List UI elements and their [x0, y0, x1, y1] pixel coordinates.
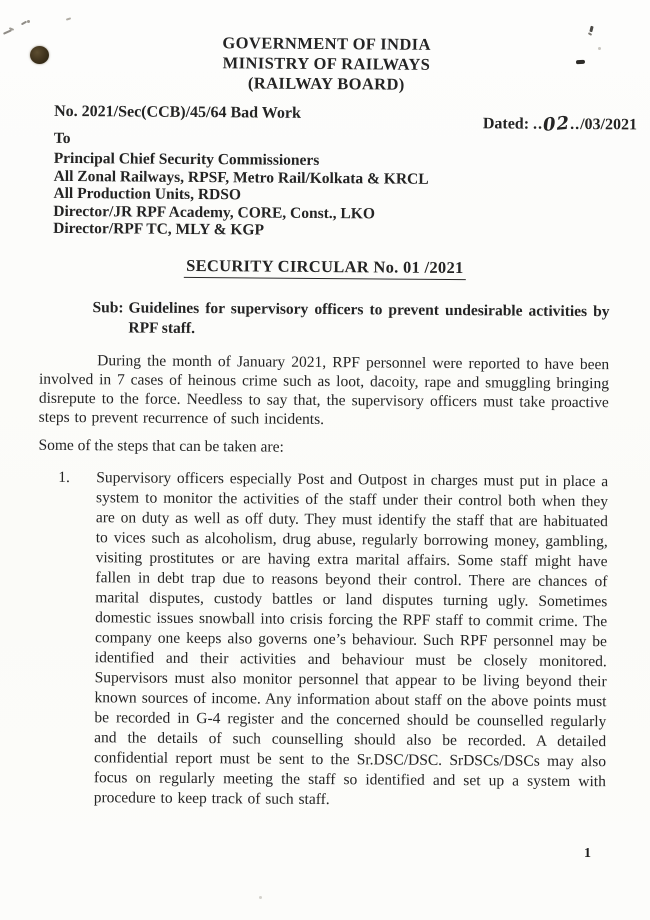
header-board-line: (RAILWAY BOARD) — [247, 73, 405, 94]
page-number: 1 — [584, 846, 591, 861]
circular-title: SECURITY CIRCULAR No. 01 /2021 — [184, 255, 466, 279]
ink-speck — [259, 896, 262, 899]
circular-title-row — [40, 254, 610, 280]
subject-line — [92, 298, 609, 342]
dated-line — [483, 112, 637, 134]
steps-intro: Some of the steps that can be taken are: — [38, 436, 284, 456]
recipient-line: Director/JR RPF Academy, CORE, Const., LKO — [53, 202, 376, 222]
dated-rest: /03/2021 — [580, 116, 638, 134]
recipient-line: Principal Chief Security Commissioners — [53, 149, 320, 169]
recipient-line: All Production Units, RDSO — [53, 184, 242, 204]
dated-label: Dated: — [482, 115, 530, 133]
list-item-1 — [36, 467, 609, 811]
handwritten-date-day: 02 — [542, 112, 571, 136]
to-label: To — [53, 129, 71, 148]
subject-label: Sub: — [92, 298, 124, 316]
recipient-list — [53, 150, 611, 242]
header-government-line: GOVERNMENT OF INDIA — [222, 33, 431, 54]
reference-row — [41, 102, 638, 136]
dated-dots: .. — [570, 115, 581, 134]
recipient-line: Director/RPF TC, MLY & KGP — [53, 219, 265, 239]
list-item-text: Supervisory officers especially Post and Outpost in charges must put in place a system to monitor the activities of the staff under their control both when they are on duty as well as off duty. They must identify the staff that are habituated to vices such as alcoholism, drug abuse, regularly borrowing money, gambling, visiting prostitutes or are having extra marital affairs. Some staff might have fallen in debt trap due to reasons beyond their control. There are chances of marital disputes, custody battles or land disputes turning ugly. Sometimes domestic issues snowball into crisis forcing the RPF staff to commit crime. The company one keeps also governs one’s behaviour. Such RPF personnel may be identified and their activities and behaviour must be closely monitored. Supervisors must also monitor personnel that appear to be living beyond their known sources of income. Any information about staff on the above points must be recorded in G-4 register and the concerned should be counselled regularly and the details of such counselling should also be recorded. A detailed confidential report must be sent to the Sr.DSC/DSC. SrDSCs/DSCs may also focus on regularly meeting the staff so identified and set up a system with procedure to keep track of such staff. — [93, 468, 609, 808]
list-item-number: 1. — [58, 468, 70, 486]
dated-dots: .. — [533, 115, 544, 133]
recipient-line: All Zonal Railways, RPSF, Metro Rail/Kolkata & KRCL — [53, 167, 429, 188]
file-number: No. 2021/Sec(CCB)/45/64 Bad Work — [54, 102, 302, 122]
document-header — [41, 32, 611, 96]
header-ministry-line: MINISTRY OF RAILWAYS — [222, 53, 431, 74]
intro-paragraph: During the month of January 2021, RPF personnel were reported to have been involved in 7 cases of heinous crime such as loot, dacoity, rape and smuggling bringing disrepute to the force. Needless to say that, the supervisory officers must take proactive steps to prevent recurrence of such incidents. — [38, 351, 610, 428]
subject-text: Guidelines for supervisory officers to prevent undesirable activities by RPF staff. — [128, 298, 610, 337]
